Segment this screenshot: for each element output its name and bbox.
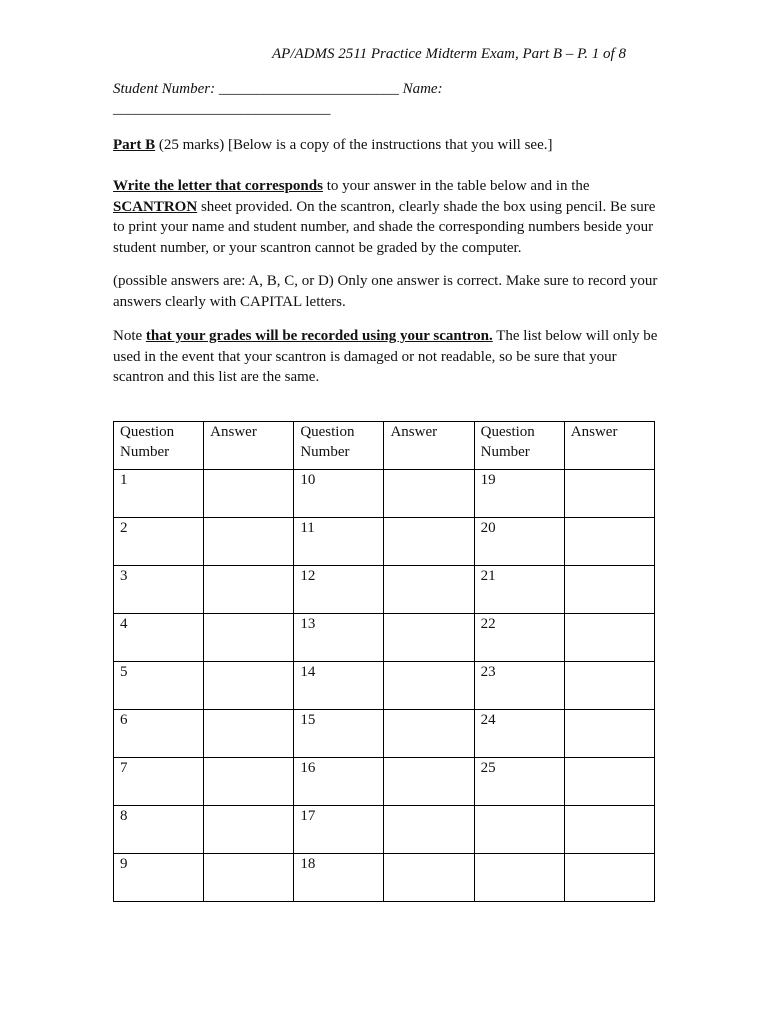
answer-cell[interactable] xyxy=(564,806,654,854)
table-row xyxy=(114,518,655,566)
question-number-cell: 10 xyxy=(294,470,384,518)
answer-cell[interactable] xyxy=(204,614,294,662)
answer-table xyxy=(113,421,655,902)
question-number-cell: 15 xyxy=(294,710,384,758)
question-number-cell: 23 xyxy=(474,662,564,710)
column-header: Answer xyxy=(384,422,474,470)
question-number-cell: 4 xyxy=(114,614,204,662)
answer-cell[interactable] xyxy=(204,710,294,758)
question-number-cell: 13 xyxy=(294,614,384,662)
question-number-cell: 5 xyxy=(114,662,204,710)
answer-cell[interactable] xyxy=(564,470,654,518)
answer-cell[interactable] xyxy=(384,662,474,710)
table-row xyxy=(114,854,655,902)
scantron-emphasis: SCANTRON xyxy=(113,198,198,215)
answer-cell[interactable] xyxy=(204,758,294,806)
answer-cell[interactable] xyxy=(204,662,294,710)
question-number-cell: 24 xyxy=(474,710,564,758)
question-number-cell xyxy=(474,854,564,902)
instruction-emphasis: Write the letter that corresponds xyxy=(113,178,323,194)
question-number-cell: 19 xyxy=(474,470,564,518)
answer-cell[interactable] xyxy=(204,470,294,518)
instruction-text-continued: sheet provided. On the scantron, clearly shade the box using pencil. Be sure to print your name and student number, and shade the corresponding numbers beside your student number, or your scantron cannot be graded by the computer. xyxy=(113,198,656,256)
note-text: Note xyxy=(113,328,146,344)
question-number-cell: 11 xyxy=(294,518,384,566)
answer-cell[interactable] xyxy=(384,470,474,518)
name-label: Name: xyxy=(402,81,443,97)
question-number-cell: 16 xyxy=(294,758,384,806)
answer-cell[interactable] xyxy=(384,854,474,902)
question-number-cell: 6 xyxy=(114,710,204,758)
part-description: (25 marks) [Below is a copy of the instructions that you will see.] xyxy=(155,137,553,153)
note-text-continued: The list below will only be used in the event that your scantron is damaged or not readable, so be sure that your scantron and this list are the same. xyxy=(113,328,658,385)
question-number-cell: 8 xyxy=(114,806,204,854)
question-number-cell: 3 xyxy=(114,566,204,614)
note-emphasis: that your grades will be recorded using your scantron. xyxy=(145,328,493,344)
table-row xyxy=(114,806,655,854)
question-number-cell: 9 xyxy=(114,854,204,902)
column-header: Question Number xyxy=(474,422,564,470)
answer-cell[interactable] xyxy=(384,614,474,662)
question-number-cell: 21 xyxy=(474,566,564,614)
answer-cell[interactable] xyxy=(564,710,654,758)
answer-cell[interactable] xyxy=(204,806,294,854)
student-number-blank: ________________________ xyxy=(218,81,399,97)
question-number-cell: 22 xyxy=(474,614,564,662)
question-number-cell: 12 xyxy=(294,566,384,614)
answer-cell[interactable] xyxy=(564,662,654,710)
question-number-cell: 14 xyxy=(294,662,384,710)
column-header: Answer xyxy=(564,422,654,470)
answer-cell[interactable] xyxy=(204,518,294,566)
student-number-label: Student Number: xyxy=(113,81,216,97)
table-row xyxy=(114,662,655,710)
table-row xyxy=(114,566,655,614)
instruction-text: to your answer in the table below and in the xyxy=(322,178,590,194)
answer-cell[interactable] xyxy=(384,806,474,854)
column-header: Answer xyxy=(204,422,294,470)
question-number-cell: 18 xyxy=(294,854,384,902)
answer-cell[interactable] xyxy=(384,518,474,566)
instructions-paragraph-2: (possible answers are: A, B, C, or D) Only one answer is correct. Make sure to record your answers clearly with CAPITAL letters. xyxy=(113,273,658,310)
instructions-paragraph-3 xyxy=(113,326,658,388)
question-number-cell xyxy=(474,806,564,854)
student-info-line xyxy=(113,81,443,98)
answer-cell[interactable] xyxy=(564,854,654,902)
answer-cell[interactable] xyxy=(204,854,294,902)
question-number-cell: 7 xyxy=(114,758,204,806)
question-number-cell: 1 xyxy=(114,470,204,518)
answer-cell[interactable] xyxy=(384,710,474,758)
answer-cell[interactable] xyxy=(564,758,654,806)
table-header-row xyxy=(114,422,655,470)
answer-cell[interactable] xyxy=(384,758,474,806)
question-number-cell: 20 xyxy=(474,518,564,566)
table-row xyxy=(114,758,655,806)
page-header: AP/ADMS 2511 Practice Midterm Exam, Part B – P. 1 of 8 xyxy=(272,46,626,62)
name-blank-line xyxy=(113,101,331,118)
name-blank: _____________________________ xyxy=(113,101,331,117)
answer-cell[interactable] xyxy=(564,566,654,614)
answer-cell[interactable] xyxy=(204,566,294,614)
question-number-cell: 25 xyxy=(474,758,564,806)
answer-cell[interactable] xyxy=(564,518,654,566)
question-number-cell: 2 xyxy=(114,518,204,566)
part-heading xyxy=(113,135,658,156)
table-row xyxy=(114,470,655,518)
table-row xyxy=(114,614,655,662)
column-header: Question Number xyxy=(114,422,204,470)
instructions-paragraph-1 xyxy=(113,176,658,258)
table-row xyxy=(114,710,655,758)
answer-cell[interactable] xyxy=(564,614,654,662)
column-header: Question Number xyxy=(294,422,384,470)
answer-table-body xyxy=(114,470,655,902)
part-label: Part B xyxy=(113,137,156,153)
answer-cell[interactable] xyxy=(384,566,474,614)
question-number-cell: 17 xyxy=(294,806,384,854)
